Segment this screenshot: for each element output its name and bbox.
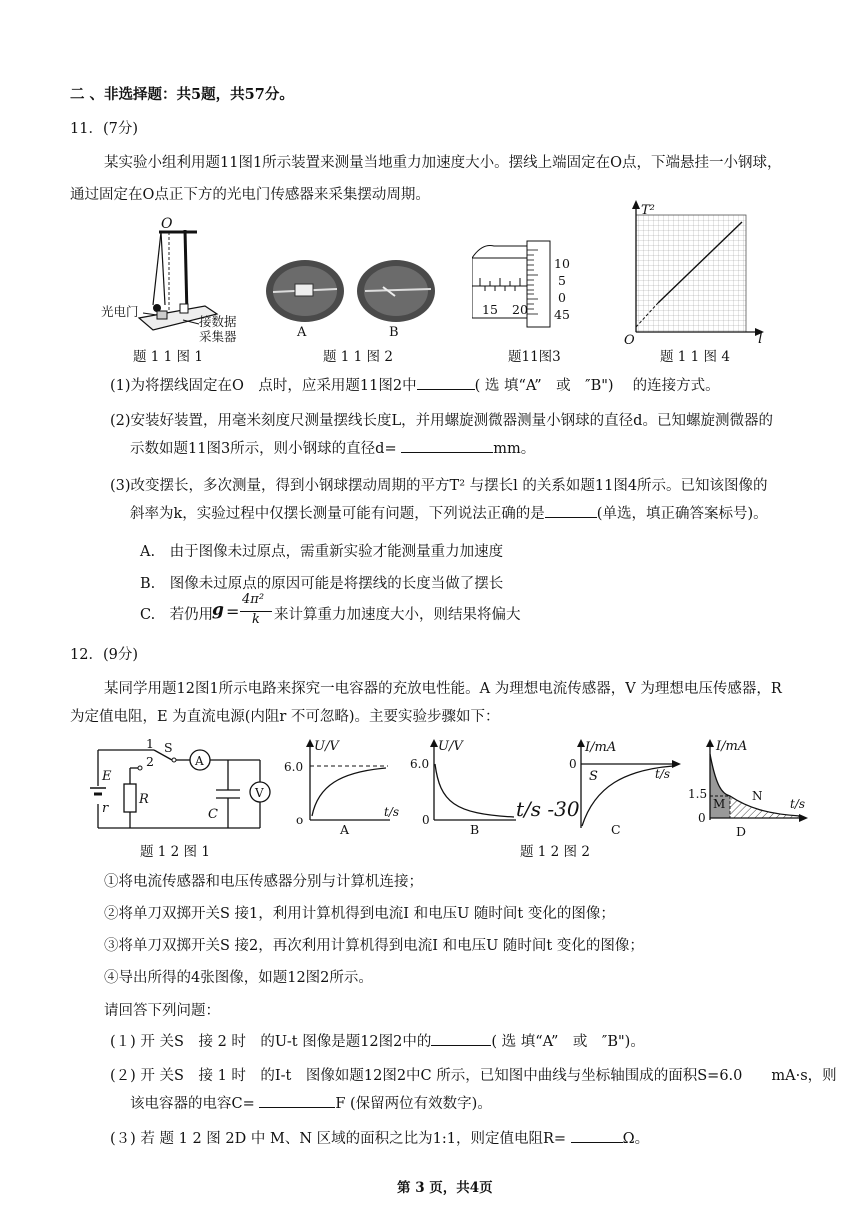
fig12-1-S: S: [164, 740, 173, 755]
q12-intro-line2: 为定值电阻，E 为直流电源(内阻r 不可忽略)。主要实验步骤如下：: [70, 709, 500, 725]
fig12-1-V: V: [255, 786, 264, 800]
fig3-scale-15: 15: [482, 302, 498, 317]
q11-part1-text-end: ( 选 填“A” 或 ″B") 的连接方式。: [474, 378, 720, 394]
fig1-label-O: O: [161, 216, 173, 232]
q12-fig1-caption: 题 1 2 图 1: [140, 844, 210, 860]
q11-part2-text: 示数如题11图3所示，则小钢球的直径d=: [130, 441, 397, 457]
q11-fig2-connection-photos: [265, 258, 445, 343]
graphD-label: D: [736, 824, 747, 839]
graphD-y15: 1.5: [688, 787, 708, 801]
q12-step4: ④导出所得的4张图像，如题12图2所示。: [104, 970, 373, 986]
q11-option-C-prefix: C. 若仍用: [140, 607, 214, 623]
graphD-M: M: [713, 797, 726, 811]
q12-part1-answer-blank[interactable]: [431, 1031, 491, 1046]
fig4-label-origin: O: [624, 333, 635, 345]
fig3-thimble-5: 5: [558, 273, 566, 288]
section-heading: 二 、非选择题：共5题，共57分。: [70, 86, 294, 103]
graphA-xlabel: t/s: [384, 805, 400, 819]
fig12-1-s1: 1: [146, 738, 154, 751]
fig1-label-collector1: 接数据: [199, 314, 237, 329]
q11-part1-answer-blank[interactable]: [417, 375, 475, 390]
q11-part3-line2: [130, 502, 768, 523]
q12-part2-line2: [130, 1092, 492, 1113]
q11-fig3-micrometer: [472, 238, 587, 328]
q12-fig2-caption: 题 1 2 图 2: [520, 844, 590, 860]
q12-fig2-graph-A: [282, 736, 404, 836]
graphA-y6: 6.0: [284, 760, 304, 774]
q12-part1-text-end: ( 选 填“A” 或 ″B")。: [491, 1034, 645, 1050]
q11-option-C-g: g: [212, 600, 224, 620]
graphB-label: B: [470, 822, 480, 836]
q12-part2-unit: F (保留两位有效数字)。: [335, 1096, 492, 1112]
q11-part1: [110, 374, 720, 395]
q11-option-B: B. 图像未过原点的原因可能是将摆线的长度当做了摆长: [140, 576, 504, 592]
q11-part2-line2: [130, 437, 535, 458]
fig3-scale-20: 20: [512, 302, 528, 317]
q11-intro-line2: 通过固定在O点正下方的光电门传感器来采集摆动周期。: [70, 187, 430, 203]
q11-part3-line1: (3)改变摆长，多次测量，得到小钢球摆动周期的平方T² 与摆长l 的关系如题11图4所示。已知该图像的: [110, 478, 768, 494]
fig12-1-R: R: [139, 792, 149, 807]
fig4-label-x: l: [758, 331, 763, 345]
q11-fig4-T2-l-graph: [618, 200, 768, 345]
graphD-xlabel: t/s: [790, 797, 806, 811]
q11-fig1-caption: 题 1 1 图 1: [133, 349, 203, 365]
graphB-origin: 0: [422, 813, 430, 827]
q11-fig1-pendulum-apparatus: [95, 210, 255, 345]
fig3-thimble-0: 0: [558, 290, 566, 305]
graphC-S: S: [589, 769, 598, 784]
q11-part2-line1: (2)安装好装置，用毫米刻度尺测量摆线长度L，并用螺旋测微器测量小钢球的直径d。已知螺旋测微器的: [110, 413, 773, 429]
q11-part2-unit: mm。: [493, 441, 536, 457]
q12-step1: ①将电流传感器和电压传感器分别与计算机连接；: [104, 874, 423, 890]
q12-fig2-graph-B: [410, 736, 520, 836]
q11-part2-answer-blank[interactable]: [401, 438, 493, 453]
q12-part3: [110, 1127, 649, 1148]
q11-fig3-caption: 题11图3: [508, 349, 561, 365]
q11-part3-text: 斜率为k，实验过程中仅摆长测量可能有问题，下列说法正确的是: [130, 506, 545, 522]
graphC-stamp: t/s -30: [516, 797, 580, 821]
fig2-label-B: B: [389, 325, 399, 340]
q11-number: 11．(7分): [70, 121, 138, 137]
graphD-N: N: [752, 789, 763, 803]
q12-number: 12．(9分): [70, 647, 138, 663]
graphC-label: C: [611, 822, 621, 836]
graphB-y6: 6.0: [410, 757, 430, 771]
fig4-label-y: T²: [641, 203, 655, 218]
graphA-ylabel: U/V: [314, 739, 339, 754]
fig12-1-s2: 2: [146, 754, 154, 769]
q11-part3-text-end: (单选，填正确答案标号)。: [596, 506, 768, 522]
q12-part1: [110, 1030, 645, 1051]
q12-part3-answer-blank[interactable]: [571, 1128, 623, 1143]
q12-step3: ③将单刀双掷开关S 接2，再次利用计算机得到电流I 和电压U 随时间t 变化的图像；: [104, 938, 644, 954]
graphB-ylabel: U/V: [438, 739, 463, 754]
q12-fig2-graph-C: [515, 736, 690, 836]
q12-fig2-graph-D: [688, 736, 813, 841]
q11-part1-text: (1)为将摆线固定在O 点时，应采用题11图2中: [110, 378, 417, 394]
fig1-label-collector2: 采集器: [199, 329, 237, 344]
fig12-1-E: E: [102, 769, 112, 784]
graphC-ylabel: I/mA: [585, 740, 617, 755]
graphD-origin: 0: [698, 811, 706, 825]
page-footer: 第 3 页，共4页: [397, 1180, 493, 1196]
q12-part2-line1: (２) 开 关S 接 1 时 的I-t 图像如题12图2中C 所示，已知图中曲线与坐标轴围成的面积S=6.0 mA·s，则: [110, 1068, 837, 1084]
q12-intro-line1: 某同学用题12图1所示电路来探究一电容器的充放电性能。A 为理想电流传感器，V 为理想电压传感器，R: [104, 681, 782, 697]
q12-step2: ②将单刀双掷开关S 接1，利用计算机得到电流I 和电压U 随时间t 变化的图像；: [104, 906, 615, 922]
fig12-1-r: r: [102, 801, 109, 816]
q11-fig4-caption: 题 1 1 图 4: [660, 349, 730, 365]
fig12-1-C: C: [208, 807, 218, 822]
q12-part2-answer-blank[interactable]: [259, 1093, 335, 1108]
q11-part3-answer-blank[interactable]: [545, 503, 597, 518]
q11-intro-line1: 某实验小组利用题11图1所示装置来测量当地重力加速度大小。摆线上端固定在O点，下端悬挂一小钢球，: [104, 155, 782, 171]
graphC-origin: 0: [569, 757, 577, 771]
fig12-1-A: A: [195, 754, 204, 768]
q12-part2-text: 该电容器的电容C=: [130, 1096, 255, 1112]
q11-option-C-eq: =: [226, 602, 240, 621]
graphA-origin: o: [296, 813, 304, 827]
q12-part3-text: (３) 若 题 1 2 图 2D 中 M、N 区域的面积之比为1:1，则定值电阻R=: [110, 1131, 567, 1147]
q12-prompt: 请回答下列问题：: [104, 1003, 220, 1019]
fig2-label-A: A: [297, 325, 307, 340]
graphA-label: A: [340, 822, 350, 836]
q12-part3-unit: Ω。: [622, 1131, 650, 1147]
graphD-ylabel: I/mA: [716, 739, 748, 754]
fig1-label-gate: 光电门: [101, 304, 139, 319]
q11-option-C-numerator: 4π²: [242, 592, 265, 607]
q11-fig2-caption: 题 1 1 图 2: [323, 349, 393, 365]
fig3-thimble-10: 10: [554, 256, 570, 271]
graphC-xlabel: t/s: [655, 767, 671, 781]
q12-part1-text: (１) 开 关S 接 2 时 的U-t 图像是题12图2中的: [110, 1034, 432, 1050]
q11-option-C-denominator: k: [252, 612, 260, 627]
q11-option-A: A. 由于图像未过原点，需重新实验才能测量重力加速度: [140, 544, 504, 560]
q12-fig1-circuit: [88, 738, 278, 838]
fig3-thimble-45: 45: [554, 307, 570, 322]
q11-option-C-suffix: 来计算重力加速度大小，则结果将偏大: [274, 607, 521, 623]
